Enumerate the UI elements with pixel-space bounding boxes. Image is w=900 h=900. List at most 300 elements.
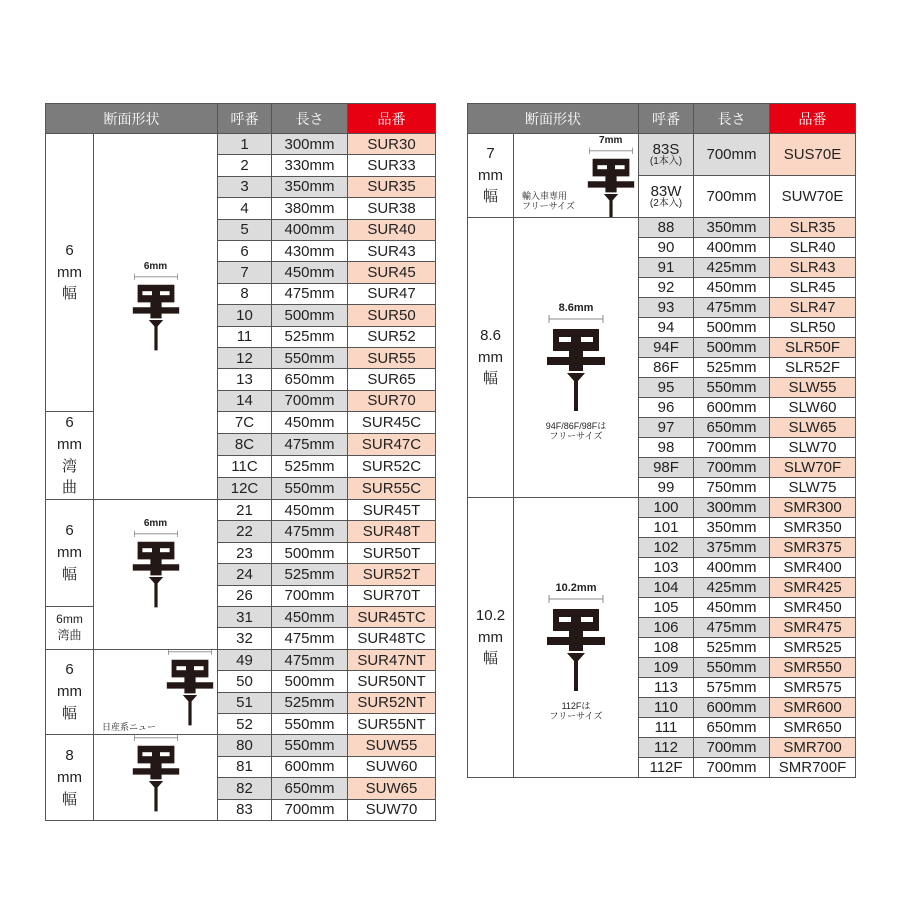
shape-note: 112Fは フリーサイズ (549, 700, 603, 721)
call-number-cell (639, 678, 694, 698)
length: 400mm (284, 221, 335, 239)
part-number-cell (770, 398, 856, 418)
length-cell (272, 756, 348, 777)
call-number: 106 (653, 619, 679, 636)
part-number: SUW70 (365, 801, 418, 819)
part-number-cell (770, 678, 856, 698)
blade-cross-section-icon (128, 272, 184, 352)
call-number-cell (218, 283, 272, 304)
call-number-cell (218, 564, 272, 585)
length: 475mm (284, 285, 335, 303)
length-cell (694, 218, 770, 238)
table-row (46, 649, 436, 670)
call-number: 102 (653, 539, 679, 556)
part-number: SLR45 (789, 279, 836, 296)
part-number-cell (770, 338, 856, 358)
call-number: 83 (236, 801, 253, 819)
length: 450mm (706, 279, 757, 296)
part-number-cell (348, 713, 436, 734)
part-number: SUR52T (362, 565, 421, 583)
size-label-line: 6 (65, 241, 74, 259)
cross-section-cell (514, 218, 639, 498)
length: 650mm (706, 719, 757, 736)
call-number-cell (639, 698, 694, 718)
length-cell (272, 478, 348, 500)
part-number: SUR52 (367, 328, 416, 346)
part-number: SLR50 (789, 319, 836, 336)
size-label-line: 幅 (61, 790, 77, 808)
length-cell (694, 758, 770, 778)
cross-section-figure (94, 649, 217, 735)
length: 500mm (284, 544, 335, 562)
length-cell (272, 326, 348, 347)
length: 375mm (706, 539, 757, 556)
length-cell (272, 390, 348, 411)
table-header (46, 104, 436, 134)
call-number-cell (218, 262, 272, 283)
call-number-cell (639, 258, 694, 278)
part-number-cell (348, 628, 436, 649)
part-number: SUR52C (361, 458, 422, 476)
length: 475mm (706, 299, 757, 316)
length-cell (694, 176, 770, 218)
length-cell (272, 649, 348, 670)
size-label-line: mm (57, 683, 82, 701)
part-number-cell (348, 756, 436, 777)
length: 700mm (706, 759, 757, 776)
part-number: SUW70E (781, 188, 844, 205)
part-number-cell (770, 638, 856, 658)
length-cell (694, 338, 770, 358)
call-number: 4 (240, 199, 249, 217)
part-number-cell (348, 347, 436, 368)
part-number: SLR35 (789, 219, 836, 236)
call-number: 108 (653, 639, 679, 656)
call-number: 112F (649, 759, 683, 776)
part-number: SMR600 (783, 699, 842, 716)
call-number: 110 (654, 699, 678, 716)
size-label-cell (46, 412, 94, 500)
part-number-cell (348, 390, 436, 411)
part-number: SUR45 (367, 264, 416, 282)
call-number-cell (639, 176, 694, 218)
length-cell (694, 318, 770, 338)
part-number: SLW65 (788, 419, 837, 436)
part-number: SUR43 (367, 242, 416, 260)
call-number: 50 (236, 672, 253, 690)
part-number-cell (770, 738, 856, 758)
header-part: 品番 (348, 104, 436, 134)
part-number: SMR475 (783, 619, 842, 636)
wiper-size-table-right (467, 103, 856, 778)
length: 700mm (706, 459, 757, 476)
length-cell (694, 658, 770, 678)
part-number-cell (348, 155, 436, 176)
length: 380mm (284, 199, 335, 217)
part-number-cell (348, 735, 436, 756)
call-number-cell (218, 542, 272, 563)
call-number: 49 (236, 651, 253, 669)
length-cell (694, 618, 770, 638)
call-number-cell (218, 219, 272, 240)
part-number: SUR50NT (357, 672, 426, 690)
call-number-cell (639, 618, 694, 638)
size-label-line: 6 (65, 522, 74, 540)
length: 575mm (706, 679, 757, 696)
blade-width-label: 7mm (599, 134, 623, 146)
part-number-cell (770, 718, 856, 738)
length-cell (694, 358, 770, 378)
part-number: SMR525 (783, 639, 842, 656)
part-number-cell (348, 412, 436, 434)
call-number: 22 (236, 523, 253, 541)
wiper-size-table-left (45, 103, 436, 821)
length: 300mm (706, 499, 757, 516)
size-label-line: 6mm (56, 612, 83, 627)
length-cell (694, 458, 770, 478)
part-number-cell (770, 618, 856, 638)
cross-section-figure (94, 262, 217, 372)
blade-cross-section-icon (541, 593, 611, 693)
length: 330mm (284, 157, 335, 175)
part-number-cell (348, 649, 436, 670)
length: 700mm (284, 587, 335, 605)
length-cell (272, 671, 348, 692)
length-cell (272, 713, 348, 734)
length: 525mm (706, 359, 757, 376)
part-number-cell (348, 262, 436, 283)
part-number: SUR47 (367, 285, 416, 303)
call-number: 3 (240, 178, 249, 196)
call-number-cell (218, 412, 272, 434)
pack-count: (1本入) (649, 156, 683, 167)
size-label-line: 幅 (61, 285, 77, 303)
call-number-cell (639, 458, 694, 478)
call-number-cell (218, 671, 272, 692)
part-number: SUS70E (783, 146, 842, 163)
call-number: 93 (657, 299, 675, 316)
blade-width-label: 8.6mm (558, 301, 594, 314)
call-number-cell (218, 347, 272, 368)
length: 700mm (706, 739, 757, 756)
call-number-cell (639, 238, 694, 258)
part-number-cell (770, 458, 856, 478)
call-number-cell (639, 358, 694, 378)
part-number-cell (770, 358, 856, 378)
length: 500mm (284, 306, 335, 324)
table-row (46, 134, 436, 155)
part-number-cell (348, 671, 436, 692)
part-number-cell (348, 434, 436, 456)
length-cell (272, 607, 348, 628)
part-number-cell (348, 607, 436, 628)
header-shape: 断面形状 (468, 104, 639, 134)
call-number-cell (639, 398, 694, 418)
call-number-cell (639, 378, 694, 398)
call-number-cell (218, 713, 272, 734)
length-cell (694, 378, 770, 398)
length: 350mm (706, 219, 757, 236)
length-cell (272, 735, 348, 756)
length: 425mm (706, 259, 757, 276)
length: 400mm (706, 239, 757, 256)
call-number-cell (218, 176, 272, 197)
length: 475mm (284, 436, 335, 454)
length-cell (272, 198, 348, 219)
part-number-cell (770, 538, 856, 558)
part-number: SLW70 (788, 439, 837, 456)
part-number-cell (348, 369, 436, 390)
size-label-cell (468, 498, 514, 778)
part-number: SLW55 (788, 379, 837, 396)
part-number-cell (348, 305, 436, 326)
header-no: 呼番 (218, 104, 272, 134)
part-number: SUR33 (367, 157, 416, 175)
call-number: 21 (236, 501, 253, 519)
length-cell (272, 369, 348, 390)
call-number: 99 (657, 479, 675, 496)
length-cell (272, 585, 348, 606)
call-number: 103 (653, 559, 679, 576)
length-cell (694, 438, 770, 458)
cross-section-cell (514, 134, 639, 218)
length: 525mm (284, 328, 335, 346)
call-number-cell (218, 369, 272, 390)
part-number: SUR38 (367, 199, 416, 217)
call-number: 113 (654, 679, 678, 696)
cross-section-cell (94, 134, 218, 500)
call-number: 7C (234, 414, 255, 432)
part-number-cell (770, 438, 856, 458)
length-cell (694, 278, 770, 298)
size-label-line: 幅 (61, 704, 77, 722)
call-number-cell (218, 585, 272, 606)
length: 450mm (284, 608, 335, 626)
table-row (468, 134, 856, 176)
length: 550mm (706, 379, 757, 396)
call-number-cell (639, 558, 694, 578)
cross-section-figure (514, 581, 638, 721)
part-number: SMR550 (783, 659, 842, 676)
part-number: SLR43 (789, 259, 836, 276)
size-label-line: 8 (65, 747, 74, 765)
call-number-cell (639, 278, 694, 298)
length-cell (272, 240, 348, 261)
call-number-cell (218, 735, 272, 756)
call-number-cell (218, 628, 272, 649)
part-number-cell (348, 799, 436, 820)
blade-cross-section-icon (541, 313, 611, 413)
call-number: 109 (653, 659, 679, 676)
size-label-line: mm (478, 166, 503, 184)
header-part: 品番 (770, 104, 856, 134)
call-number: 83W (650, 183, 682, 200)
part-number-cell (348, 326, 436, 347)
cross-section-cell (514, 498, 639, 778)
call-number: 92 (657, 279, 675, 296)
call-number-cell (218, 778, 272, 799)
length: 500mm (706, 339, 757, 356)
length-cell (272, 628, 348, 649)
part-number: SLR50F (784, 339, 841, 356)
length: 430mm (284, 242, 335, 260)
table-row (46, 500, 436, 521)
size-label-line: 6 (65, 661, 74, 679)
size-label-cell (46, 735, 94, 821)
call-number: 12C (230, 480, 259, 498)
size-label-cell (46, 649, 94, 735)
part-number-cell (770, 658, 856, 678)
part-number: SLR40 (789, 239, 836, 256)
part-number: SMR700 (783, 739, 842, 756)
part-number-cell (770, 698, 856, 718)
call-number: 32 (236, 630, 253, 648)
part-number: SUR45TC (357, 608, 426, 626)
length: 475mm (284, 651, 335, 669)
size-label-cell (46, 134, 94, 412)
call-number-cell (218, 478, 272, 500)
length-cell (272, 799, 348, 820)
length: 500mm (706, 319, 757, 336)
call-number-cell (639, 438, 694, 458)
size-label-line: mm (478, 348, 503, 366)
length: 400mm (706, 559, 757, 576)
part-number: SUR52NT (357, 694, 426, 712)
length-cell (694, 258, 770, 278)
call-number: 23 (236, 544, 253, 562)
part-number-cell (348, 564, 436, 585)
size-label-line: 湾曲 (57, 627, 82, 642)
call-number-cell (218, 305, 272, 326)
call-number-cell (218, 756, 272, 777)
size-label-line: 湾 (61, 457, 77, 475)
length-cell (694, 698, 770, 718)
length-cell (694, 134, 770, 176)
part-number-cell (770, 578, 856, 598)
cross-section-figure (94, 735, 217, 821)
size-label-line: 10.2 (475, 606, 506, 624)
length: 650mm (284, 370, 335, 388)
part-number-cell (770, 218, 856, 238)
length-cell (694, 678, 770, 698)
call-number: 94 (657, 319, 675, 336)
table-row (468, 218, 856, 238)
size-label-line: mm (478, 628, 503, 646)
part-number: SUR50T (362, 544, 421, 562)
call-number: 1 (240, 135, 249, 153)
call-number-cell (639, 738, 694, 758)
length: 525mm (284, 458, 335, 476)
header-length: 長さ (694, 104, 770, 134)
part-number-cell (770, 318, 856, 338)
size-label-cell (46, 607, 94, 650)
call-number: 96 (657, 399, 675, 416)
blade-width-label: 6mm (143, 518, 168, 530)
cross-section-cell (94, 500, 218, 650)
length: 700mm (284, 801, 335, 819)
part-number: SUR45C (361, 414, 422, 432)
call-number-cell (218, 692, 272, 713)
part-number: SMR375 (783, 539, 842, 556)
size-label-cell (468, 134, 514, 218)
length-cell (272, 219, 348, 240)
length: 525mm (284, 565, 335, 583)
length-cell (694, 478, 770, 498)
blade-cross-section-icon (583, 146, 639, 218)
length: 475mm (284, 523, 335, 541)
part-number-cell (770, 378, 856, 398)
length: 600mm (706, 399, 757, 416)
part-number-cell (348, 219, 436, 240)
length: 600mm (706, 699, 757, 716)
call-number-cell (639, 338, 694, 358)
part-number: SUR30 (367, 135, 416, 153)
length: 700mm (706, 146, 757, 163)
cross-section-cell (94, 649, 218, 735)
call-number-cell (218, 607, 272, 628)
part-number: SLW60 (788, 399, 837, 416)
length: 350mm (706, 519, 757, 536)
blade-width-label: 10.2mm (555, 581, 597, 594)
call-number: 5 (240, 221, 249, 239)
cross-section-cell (94, 735, 218, 821)
shape-note: 日産系ニュー (102, 722, 157, 733)
part-number-cell (770, 598, 856, 618)
call-number-cell (639, 658, 694, 678)
length-cell (694, 558, 770, 578)
blade-cross-section-icon (128, 529, 184, 609)
part-number-cell (770, 558, 856, 578)
part-number: SUR70T (362, 587, 421, 605)
call-number: 14 (236, 392, 253, 410)
call-number: 88 (657, 219, 675, 236)
length: 600mm (284, 758, 335, 776)
part-number-cell (348, 542, 436, 563)
call-number: 11C (231, 458, 258, 476)
call-number: 12 (236, 349, 253, 367)
size-label-line: 6 (65, 414, 74, 432)
call-number: 26 (236, 587, 253, 605)
length: 475mm (706, 619, 757, 636)
call-number-cell (218, 649, 272, 670)
pack-count: (2本入) (649, 198, 683, 209)
call-number: 51 (236, 694, 253, 712)
part-number: SMR575 (783, 679, 842, 696)
part-number-cell (770, 498, 856, 518)
call-number-cell (639, 498, 694, 518)
size-label-cell (46, 500, 94, 607)
length: 450mm (284, 264, 335, 282)
part-number-cell (348, 283, 436, 304)
call-number: 31 (236, 608, 253, 626)
table-row (46, 735, 436, 756)
call-number-cell (218, 434, 272, 456)
length-cell (694, 718, 770, 738)
part-number: SMR400 (783, 559, 842, 576)
part-number-cell (770, 518, 856, 538)
length: 450mm (284, 414, 335, 432)
part-number-cell (348, 500, 436, 521)
call-number-cell (639, 218, 694, 238)
length: 650mm (284, 779, 335, 797)
length: 700mm (706, 188, 757, 205)
call-number: 112 (654, 739, 678, 756)
size-label-line: 幅 (61, 565, 77, 583)
part-number-cell (770, 418, 856, 438)
length-cell (272, 176, 348, 197)
call-number-cell (218, 198, 272, 219)
length: 550mm (284, 737, 335, 755)
